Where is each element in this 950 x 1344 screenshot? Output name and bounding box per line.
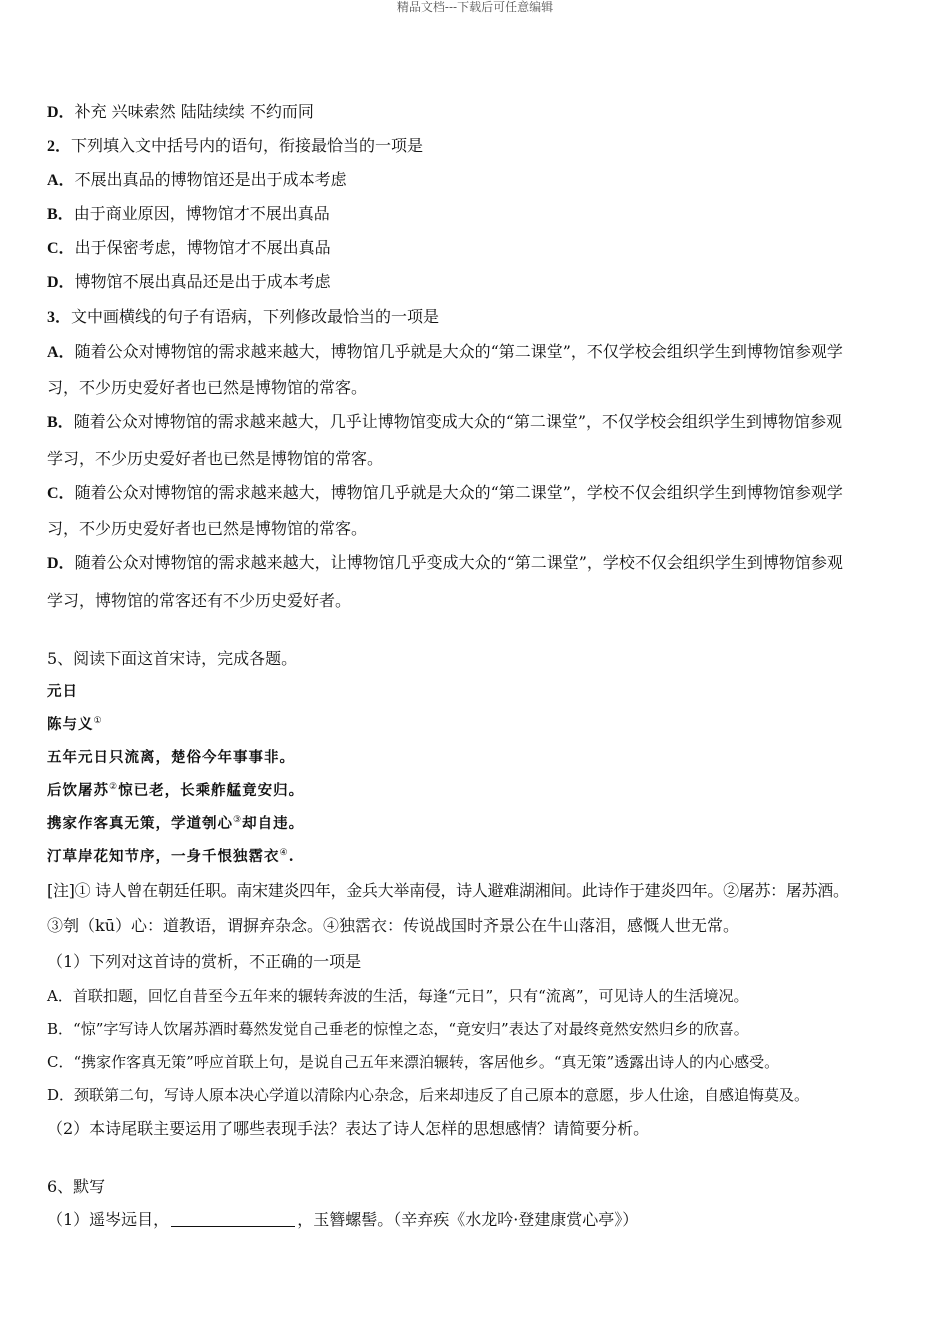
option-text: 随着公众对博物馆的需求越来越大，博物馆几乎就是大众的“第二课堂”，不仅学校会组织学生到博物馆参观学 bbox=[74, 342, 843, 361]
option-text: 博物馆不展出真品还是出于成本考虑 bbox=[74, 272, 331, 291]
poem-text: 后饮屠苏 bbox=[47, 782, 109, 799]
q6-item-1 bbox=[47, 1208, 638, 1232]
page-header: 精品文档---下载后可任意编辑 bbox=[396, 0, 554, 14]
option-letter: A． bbox=[47, 172, 75, 189]
q3-option-d-cont: 学习，博物馆的常客还有不少历史爱好者。 bbox=[47, 591, 352, 610]
q3-option-d bbox=[47, 551, 843, 576]
poem-notes-2: ③刳（kū）心：道教语，谓摒弃杂念。④独霑衣：传说战国时齐景公在牛山落泪，感慨人世无常。 bbox=[47, 916, 740, 935]
question-text: 文中画横线的句子有语病，下列修改最恰当的一项是 bbox=[71, 307, 440, 326]
option-text: 随着公众对博物馆的需求越来越大，博物馆几乎就是大众的“第二课堂”，学校不仅会组织学生到博物馆参观学 bbox=[74, 483, 843, 502]
author-name: 陈与义 bbox=[47, 716, 94, 733]
option-letter: D． bbox=[47, 555, 75, 572]
option-text: 随着公众对博物馆的需求越来越大，让博物馆几乎变成大众的“第二课堂”，学校不仅会组织学生到博物馆参观 bbox=[74, 553, 843, 572]
poem-title: 元日 bbox=[47, 683, 78, 700]
footnote-marker: ③ bbox=[233, 815, 243, 826]
option-text: 出于保密考虑，博物馆才不展出真品 bbox=[74, 238, 331, 257]
option-letter: C． bbox=[47, 240, 75, 257]
answer-blank[interactable] bbox=[171, 1210, 295, 1227]
poem-text: . bbox=[288, 848, 295, 865]
option-letter: B． bbox=[47, 206, 74, 223]
q3-option-a-cont: 习，不少历史爱好者也已然是博物馆的常客。 bbox=[47, 378, 368, 397]
option-letter: A． bbox=[47, 344, 75, 361]
q3-option-b bbox=[47, 410, 842, 435]
q2-stem bbox=[47, 134, 423, 159]
q5-sub1-stem: （1）下列对这首诗的赏析，不正确的一项是 bbox=[47, 952, 362, 971]
option-text: 随着公众对博物馆的需求越来越大，几乎让博物馆变成大众的“第二课堂”，不仅学校会组织学生到博物馆参观 bbox=[73, 412, 843, 431]
footnote-marker: ② bbox=[109, 782, 119, 793]
q3-option-c-cont: 习，不少历史爱好者也已然是博物馆的常客。 bbox=[47, 519, 368, 538]
poem-author bbox=[47, 713, 103, 737]
q3-option-a bbox=[47, 340, 843, 365]
option-text: 补充 兴味索然 陆陆续续 不约而同 bbox=[74, 102, 314, 121]
q5-heading: 5、阅读下面这首宋诗，完成各题。 bbox=[47, 649, 298, 668]
q5-sub1-option-a: A．首联扣题，回忆自昔至今五年来的辗转奔波的生活，每逢“元日”，只有“流离”，可见诗人的生活境况。 bbox=[47, 987, 749, 1005]
q2-option-d bbox=[47, 270, 331, 295]
poem-text: 携家作客真无策，学道刳心 bbox=[47, 815, 233, 832]
option-letter: D． bbox=[47, 274, 75, 291]
q2-option-c bbox=[47, 236, 331, 261]
question-text: 下列填入文中括号内的语句，衔接最恰当的一项是 bbox=[71, 136, 424, 155]
poem-line-1 bbox=[47, 746, 295, 770]
option-text: 由于商业原因，博物馆才不展出真品 bbox=[73, 204, 330, 223]
footnote-marker: ④ bbox=[279, 848, 289, 859]
poem-line-2 bbox=[47, 779, 304, 803]
poem-line-3 bbox=[47, 812, 304, 836]
q1-option-d bbox=[47, 100, 314, 125]
poem-text: 汀草岸花知节序，一身千恨独霑衣 bbox=[47, 848, 280, 865]
q3-option-b-cont: 学习，不少历史爱好者也已然是博物馆的常客。 bbox=[47, 449, 384, 468]
q5-sub1-option-b: B．“惊”字写诗人饮屠苏酒时蓦然发觉自己垂老的惊惶之态，“竟安归”表达了对最终竟然安然归乡的欣喜。 bbox=[47, 1020, 749, 1038]
question-number: 2． bbox=[47, 138, 72, 155]
option-text: 不展出真品的博物馆还是出于成本考虑 bbox=[74, 170, 347, 189]
poem-text: 五年元日只流离，楚俗今年事事非。 bbox=[47, 749, 295, 766]
option-letter: B． bbox=[47, 414, 74, 431]
option-letter: C． bbox=[47, 485, 75, 502]
q5-sub2-stem: （2）本诗尾联主要运用了哪些表现手法？表达了诗人怎样的思想感情？请简要分析。 bbox=[47, 1119, 650, 1138]
poem-line-4 bbox=[47, 845, 295, 869]
q5-sub1-option-c: C．“携家作客真无策”呼应首联上句，是说自己五年来漂泊辗转，客居他乡。“真无策”透露出诗人的内心感受。 bbox=[47, 1053, 780, 1071]
poem-notes-1: [注]① 诗人曾在朝廷任职。南宋建炎四年，金兵大举南侵，诗人避难湖湘间。此诗作于建炎四年。②屠苏：屠苏酒。 bbox=[47, 881, 849, 900]
question-number: 3． bbox=[47, 309, 72, 326]
recitation-suffix: ，玉簪螺髻。（辛弃疾《水龙吟·登建康赏心亭》） bbox=[297, 1210, 639, 1229]
recitation-prefix: （1）遥岑远目， bbox=[47, 1210, 170, 1229]
q3-option-c bbox=[47, 481, 843, 506]
q2-option-b bbox=[47, 202, 330, 227]
footnote-marker: ① bbox=[93, 716, 103, 727]
q5-sub1-option-d: D．颈联第二句，写诗人原本决心学道以清除内心杂念，后来却违反了自己原本的意愿，步人仕途，自感追悔莫及。 bbox=[47, 1086, 810, 1104]
q2-option-a bbox=[47, 168, 347, 193]
poem-text: 惊已老，长乘舴艋竟安归。 bbox=[118, 782, 305, 799]
poem-text: 却自违。 bbox=[242, 815, 305, 832]
option-letter: D． bbox=[47, 104, 75, 121]
q6-heading: 6、默写 bbox=[47, 1177, 106, 1196]
q3-stem bbox=[47, 305, 439, 330]
